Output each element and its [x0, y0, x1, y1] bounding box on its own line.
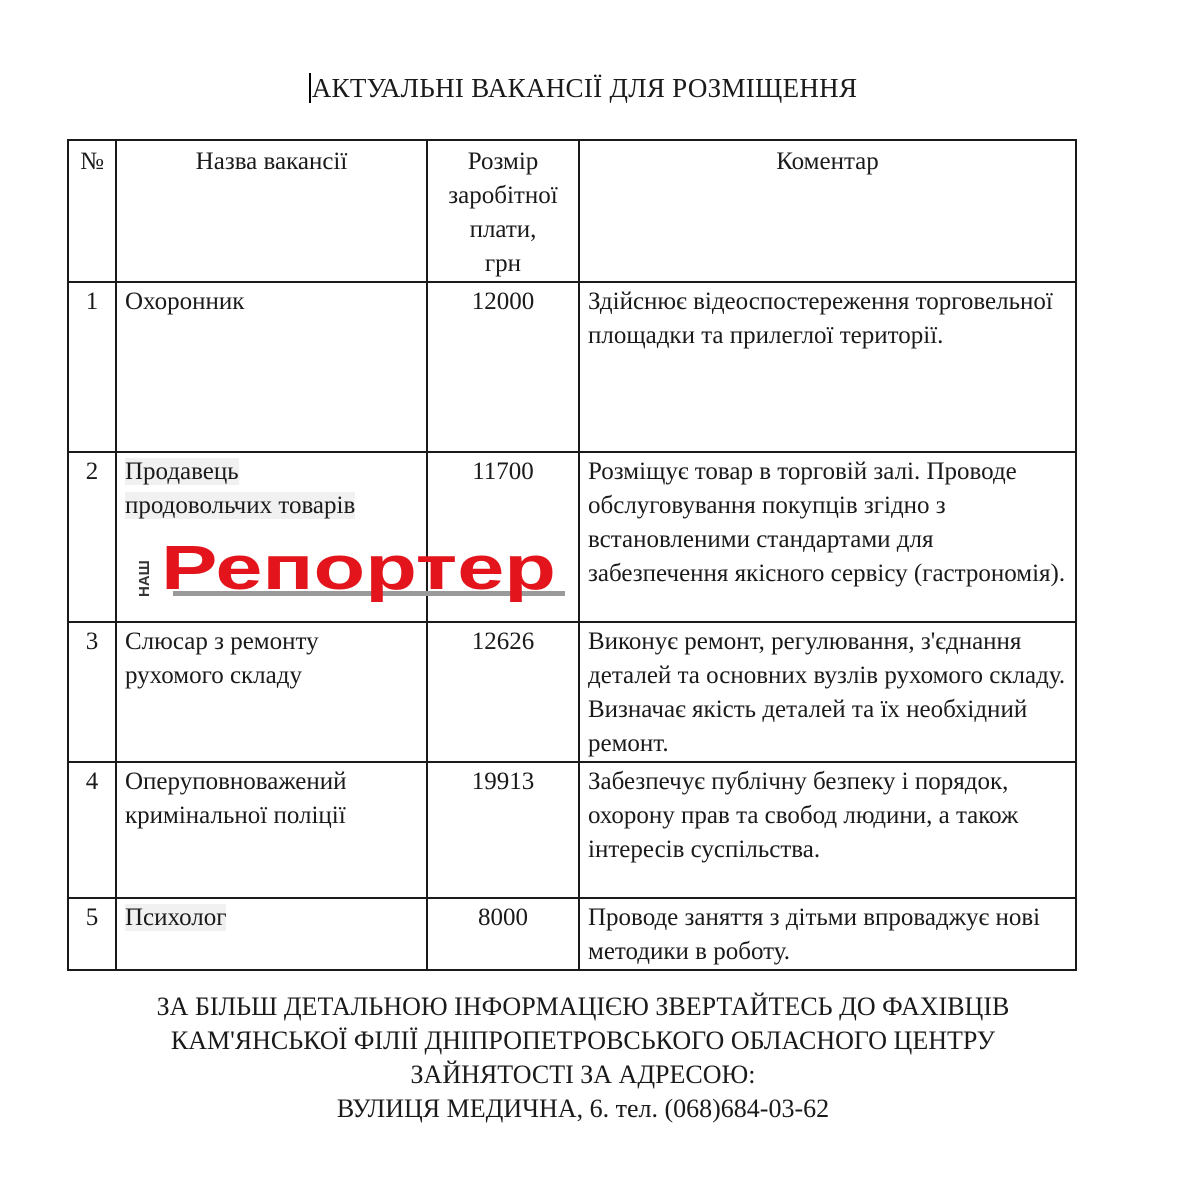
logo-small-text: НАШ — [136, 560, 153, 597]
header-salary — [427, 140, 579, 282]
text-cursor — [309, 73, 311, 103]
table-header-row — [68, 140, 1076, 282]
row-salary: 11700 — [427, 452, 579, 622]
row-num: 1 — [68, 282, 116, 452]
row-comment: Забезпечує публічну безпеку і порядок, охорону прав та свобод людини, а також інтересів суспільства. — [579, 762, 1076, 898]
row-comment: Розміщує товар в торговій залі. Проводе обслуговування покупців згідно з встановленими стандартами для забезпечення якісного сервісу (гастрономія). — [579, 452, 1076, 622]
footer-line: ЗА БІЛЬШ ДЕТАЛЬНОЮ ІНФОРМАЦІЄЮ ЗВЕРТАЙТЕСЬ ДО ФАХІВЦІВ — [156, 992, 1010, 1021]
contact-footer — [60, 990, 1106, 1126]
logo-big-text: Репортер — [161, 534, 556, 603]
row-name-line: продовольчих товарів — [125, 492, 356, 519]
row-name: Оперуповноважений кримінальної поліції — [116, 762, 427, 898]
row-salary: 12000 — [427, 282, 579, 452]
row-num: 2 — [68, 452, 116, 622]
row-comment: Здійснює відеоспостереження торговельної площадки та прилеглої території. — [579, 282, 1076, 452]
document-title-text: АКТУАЛЬНІ ВАКАНСІЇ ДЛЯ РОЗМІЩЕННЯ — [311, 73, 858, 103]
header-salary-line: заробітної — [448, 182, 558, 209]
row-name: Слюсар з ремонту рухомого складу — [116, 622, 427, 762]
table-row — [68, 452, 1076, 622]
header-salary-line: грн — [484, 250, 522, 277]
nash-reporter-logo — [135, 531, 565, 603]
header-comment: Коментар — [579, 140, 1076, 282]
row-name-line: Продавець — [125, 458, 239, 485]
document-title — [0, 70, 1166, 106]
row-name: Охоронник — [116, 282, 427, 452]
header-name: Назва вакансії — [116, 140, 427, 282]
header-salary-line: Розмір — [467, 148, 539, 175]
row-name-text: Психолог — [125, 904, 227, 931]
row-num: 3 — [68, 622, 116, 762]
table-row — [68, 622, 1076, 762]
row-comment: Виконує ремонт, регулювання, з'єднання деталей та основних вузлів рухомого складу. Визначає якість деталей та їх необхідний ремонт. — [579, 622, 1076, 762]
row-salary: 8000 — [427, 898, 579, 970]
header-salary-line: плати, — [469, 216, 537, 243]
row-comment: Проводе заняття з дітьми впроваджує нові методики в роботу. — [579, 898, 1076, 970]
header-num: № — [68, 140, 116, 282]
table-row — [68, 898, 1076, 970]
footer-line: ВУЛИЦЯ МЕДИЧНА, 6. тел. (068)684-03-62 — [336, 1094, 830, 1123]
row-num: 4 — [68, 762, 116, 898]
vacancies-table — [67, 139, 1077, 971]
footer-line: ЗАЙНЯТОСТІ ЗА АДРЕСОЮ: — [410, 1060, 756, 1089]
row-name — [116, 898, 427, 970]
row-num: 5 — [68, 898, 116, 970]
footer-line: КАМ'ЯНСЬКОЇ ФІЛІЇ ДНІПРОПЕТРОВСЬКОГО ОБЛАСНОГО ЦЕНТРУ — [170, 1026, 996, 1055]
row-salary: 19913 — [427, 762, 579, 898]
table-row — [68, 282, 1076, 452]
table-row — [68, 762, 1076, 898]
row-salary: 12626 — [427, 622, 579, 762]
